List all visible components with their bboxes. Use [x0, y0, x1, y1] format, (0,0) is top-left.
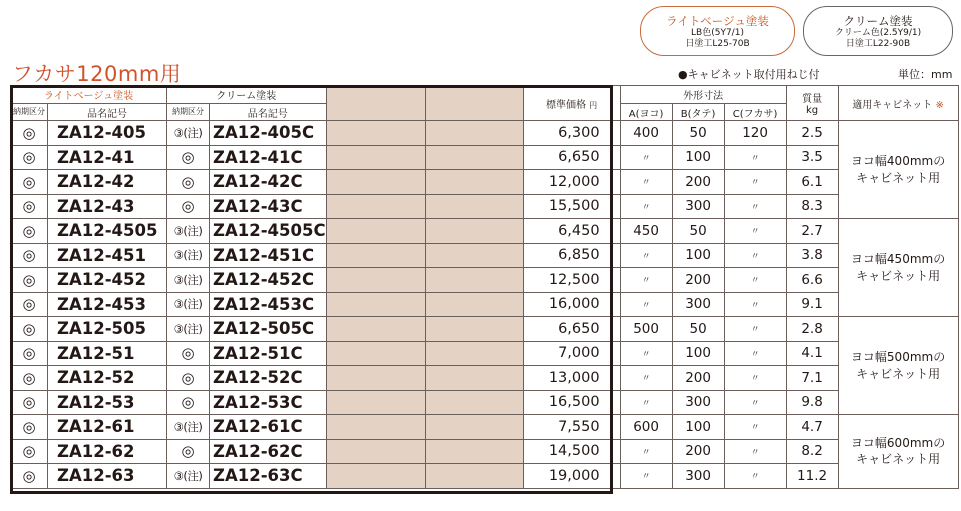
lb-product-code: ZA12-405: [48, 121, 167, 146]
lb-delivery-mark: ◎: [11, 194, 48, 219]
blank-cell: [425, 219, 523, 244]
lb-delivery-mark: ◎: [11, 341, 48, 366]
lb-product-code: ZA12-63: [48, 464, 167, 489]
blank-cell: [326, 121, 425, 146]
dim-c-value: 〃: [724, 390, 786, 415]
screw-note: ●キャビネット取付用ねじ付: [678, 68, 820, 81]
dim-c-value: 〃: [724, 145, 786, 170]
blank-cell: [326, 243, 425, 268]
table-row: [11, 219, 959, 244]
weight-value: 6.1: [786, 170, 838, 195]
header-dimensions: 外形寸法: [620, 86, 786, 104]
header-cr-code: 品名記号: [210, 104, 327, 121]
blank-cell: [326, 145, 425, 170]
cr-product-code: ZA12-41C: [210, 145, 327, 170]
cr-product-code: ZA12-453C: [210, 292, 327, 317]
standard-price: 12,500: [523, 268, 620, 293]
cr-product-code: ZA12-405C: [210, 121, 327, 146]
dim-b-value: 50: [672, 219, 724, 244]
dim-b-value: 50: [672, 121, 724, 146]
table-row: [11, 390, 959, 415]
lb-product-code: ZA12-53: [48, 390, 167, 415]
standard-price: 16,500: [523, 390, 620, 415]
lb-product-code: ZA12-61: [48, 415, 167, 440]
blank-cell: [425, 170, 523, 195]
standard-price: 14,500: [523, 439, 620, 464]
lb-product-code: ZA12-42: [48, 170, 167, 195]
blank-cell: [326, 170, 425, 195]
lb-delivery-mark: ◎: [11, 390, 48, 415]
table-row: [11, 170, 959, 195]
header-weight-unit: kg: [806, 105, 819, 116]
weight-value: 3.5: [786, 145, 838, 170]
lb-product-code: ZA12-52: [48, 366, 167, 391]
cr-product-code: ZA12-42C: [210, 170, 327, 195]
weight-value: 7.1: [786, 366, 838, 391]
cr-delivery-mark: ◎: [167, 366, 210, 391]
blank-cell: [425, 268, 523, 293]
blank-cell: [425, 439, 523, 464]
cr-delivery-mark: ③(注): [167, 415, 210, 440]
cr-delivery-mark: ◎: [167, 341, 210, 366]
dim-a-value: 〃: [620, 341, 672, 366]
lb-delivery-mark: ◎: [11, 439, 48, 464]
dim-c-value: 〃: [724, 194, 786, 219]
lb-product-code: ZA12-505: [48, 317, 167, 342]
header-dim-c: C(フカサ): [724, 104, 786, 121]
header-light-beige: ライトベージュ塗装: [11, 86, 167, 104]
dim-c-value: 〃: [724, 341, 786, 366]
table-row: [11, 439, 959, 464]
standard-price: 6,850: [523, 243, 620, 268]
lb-product-code: ZA12-451: [48, 243, 167, 268]
dim-a-value: 〃: [620, 243, 672, 268]
weight-value: 6.6: [786, 268, 838, 293]
table-row: [11, 341, 959, 366]
blank-cell: [326, 292, 425, 317]
lb-product-code: ZA12-453: [48, 292, 167, 317]
cr-product-code: ZA12-4505C: [210, 219, 327, 244]
blank-cell: [425, 390, 523, 415]
dim-c-value: 〃: [724, 268, 786, 293]
cr-product-code: ZA12-452C: [210, 268, 327, 293]
table-row: [11, 317, 959, 342]
dim-a-value: 〃: [620, 170, 672, 195]
lb-product-code: ZA12-41: [48, 145, 167, 170]
header-dim-a: A(ヨコ): [620, 104, 672, 121]
dim-c-value: 〃: [724, 243, 786, 268]
blank-cell: [425, 317, 523, 342]
cabinet-line-2: キャビネット用: [856, 366, 941, 381]
standard-price: 19,000: [523, 464, 620, 489]
lb-product-code: ZA12-43: [48, 194, 167, 219]
cr-product-code: ZA12-52C: [210, 366, 327, 391]
dim-c-value: 〃: [724, 317, 786, 342]
header-weight-label: 質量: [802, 94, 823, 105]
dim-a-value: 〃: [620, 366, 672, 391]
lb-delivery-mark: ◎: [11, 121, 48, 146]
table-row: [11, 292, 959, 317]
table-row: [11, 243, 959, 268]
lb-delivery-mark: ◎: [11, 415, 48, 440]
standard-price: 13,000: [523, 366, 620, 391]
dim-c-value: 〃: [724, 415, 786, 440]
cr-product-code: ZA12-53C: [210, 390, 327, 415]
header-lb-code: 品名記号: [48, 104, 167, 121]
weight-value: 2.5: [786, 121, 838, 146]
dim-a-value: 〃: [620, 268, 672, 293]
dim-a-value: 500: [620, 317, 672, 342]
cabinet-line-2: キャビネット用: [856, 268, 941, 283]
standard-price: 6,650: [523, 145, 620, 170]
header-price-label: 標準価格: [545, 99, 586, 111]
blank-cell: [326, 341, 425, 366]
cr-product-code: ZA12-61C: [210, 415, 327, 440]
blank-cell: [326, 366, 425, 391]
table-row: [11, 366, 959, 391]
lb-delivery-mark: ◎: [11, 219, 48, 244]
weight-value: 9.8: [786, 390, 838, 415]
dim-c-value: 〃: [724, 170, 786, 195]
cabinet-line-1: ヨコ幅450mmの: [850, 252, 946, 267]
cr-delivery-mark: ◎: [167, 439, 210, 464]
dim-b-value: 100: [672, 341, 724, 366]
dim-a-value: 450: [620, 219, 672, 244]
dim-b-value: 100: [672, 145, 724, 170]
cr-delivery-mark: ③(注): [167, 243, 210, 268]
standard-price: 15,500: [523, 194, 620, 219]
blank-cell: [326, 415, 425, 440]
blank-cell: [425, 341, 523, 366]
header-cabinet-label: 適用キャビネット: [852, 99, 933, 111]
blank-cell: [425, 243, 523, 268]
dim-a-value: 〃: [620, 464, 672, 489]
table-row: [11, 121, 959, 146]
applicable-cabinet: [838, 317, 958, 415]
table-row: [11, 145, 959, 170]
cabinet-line-1: ヨコ幅600mmの: [850, 436, 946, 451]
product-table: [10, 85, 959, 489]
weight-value: 9.1: [786, 292, 838, 317]
weight-value: 3.8: [786, 243, 838, 268]
blank-cell: [326, 219, 425, 244]
standard-price: 6,300: [523, 121, 620, 146]
dim-a-value: 〃: [620, 194, 672, 219]
product-table-body: [11, 86, 959, 489]
standard-price: 12,000: [523, 170, 620, 195]
header-lb-delivery: 納期区分: [11, 104, 48, 121]
blank-cell: [326, 439, 425, 464]
blank-cell: [326, 317, 425, 342]
dim-a-value: 〃: [620, 439, 672, 464]
header-dim-b: B(タテ): [672, 104, 724, 121]
weight-value: 8.2: [786, 439, 838, 464]
cr-product-code: ZA12-451C: [210, 243, 327, 268]
unit-label: 単位：mm: [898, 68, 953, 81]
table-row: [11, 268, 959, 293]
blank-cell: [425, 415, 523, 440]
weight-value: 4.1: [786, 341, 838, 366]
cr-product-code: ZA12-43C: [210, 194, 327, 219]
dim-a-value: 〃: [620, 390, 672, 415]
header-price: [523, 86, 620, 121]
blank-cell: [425, 366, 523, 391]
cr-product-code: ZA12-505C: [210, 317, 327, 342]
blank-cell: [326, 268, 425, 293]
lb-delivery-mark: ◎: [11, 243, 48, 268]
lb-delivery-mark: ◎: [11, 317, 48, 342]
cr-delivery-mark: ③(注): [167, 268, 210, 293]
dim-b-value: 200: [672, 366, 724, 391]
cr-delivery-mark: ◎: [167, 170, 210, 195]
dim-c-value: 〃: [724, 464, 786, 489]
paint-legend-light-beige: [640, 6, 795, 56]
dim-b-value: 300: [672, 194, 724, 219]
paint-cream-color: クリーム色(2.5Y9/1): [834, 28, 922, 39]
header-row-1: [11, 86, 959, 104]
blank-cell: [326, 464, 425, 489]
dim-b-value: 200: [672, 268, 724, 293]
lb-delivery-mark: ◎: [11, 170, 48, 195]
blank-cell: [425, 121, 523, 146]
applicable-cabinet: [838, 415, 958, 489]
blank-cell: [425, 194, 523, 219]
dim-a-value: 400: [620, 121, 672, 146]
lb-delivery-mark: ◎: [11, 292, 48, 317]
paint-light-beige-title: ライトベージュ塗装: [666, 14, 769, 28]
weight-value: 4.7: [786, 415, 838, 440]
dim-c-value: 〃: [724, 439, 786, 464]
dim-c-value: 120: [724, 121, 786, 146]
header-blank-2: [425, 86, 523, 121]
dim-b-value: 100: [672, 243, 724, 268]
header-blank-1: [326, 86, 425, 121]
cr-product-code: ZA12-51C: [210, 341, 327, 366]
cr-delivery-mark: ③(注): [167, 464, 210, 489]
weight-value: 2.8: [786, 317, 838, 342]
lb-product-code: ZA12-4505: [48, 219, 167, 244]
dim-c-value: 〃: [724, 366, 786, 391]
table-row: [11, 194, 959, 219]
dim-a-value: 600: [620, 415, 672, 440]
header-price-unit: 円: [589, 100, 598, 110]
header-cabinet-mark: ※: [935, 99, 944, 111]
cr-product-code: ZA12-62C: [210, 439, 327, 464]
lb-product-code: ZA12-51: [48, 341, 167, 366]
dim-c-value: 〃: [724, 219, 786, 244]
cr-delivery-mark: ◎: [167, 390, 210, 415]
cr-delivery-mark: ③(注): [167, 292, 210, 317]
paint-light-beige-code: 日塗工L25-70B: [685, 38, 750, 49]
weight-value: 11.2: [786, 464, 838, 489]
standard-price: 16,000: [523, 292, 620, 317]
cabinet-line-1: ヨコ幅400mmの: [850, 154, 946, 169]
header-weight: [786, 86, 838, 121]
cr-delivery-mark: ③(注): [167, 219, 210, 244]
dim-c-value: 〃: [724, 292, 786, 317]
lb-product-code: ZA12-452: [48, 268, 167, 293]
paint-cream-code: 日塗工L22-90B: [845, 38, 911, 49]
cr-delivery-mark: ③(注): [167, 317, 210, 342]
lb-delivery-mark: ◎: [11, 145, 48, 170]
cr-product-code: ZA12-63C: [210, 464, 327, 489]
dim-b-value: 50: [672, 317, 724, 342]
standard-price: 7,550: [523, 415, 620, 440]
cabinet-line-2: キャビネット用: [856, 170, 941, 185]
dim-a-value: 〃: [620, 292, 672, 317]
standard-price: 7,000: [523, 341, 620, 366]
cabinet-line-1: ヨコ幅500mmの: [850, 350, 946, 365]
blank-cell: [326, 194, 425, 219]
blank-cell: [425, 145, 523, 170]
dim-b-value: 200: [672, 439, 724, 464]
weight-value: 2.7: [786, 219, 838, 244]
lb-product-code: ZA12-62: [48, 439, 167, 464]
cabinet-line-2: キャビネット用: [856, 452, 941, 467]
dim-b-value: 300: [672, 292, 724, 317]
lb-delivery-mark: ◎: [11, 268, 48, 293]
cr-delivery-mark: ◎: [167, 145, 210, 170]
applicable-cabinet: [838, 219, 958, 317]
standard-price: 6,650: [523, 317, 620, 342]
dim-b-value: 300: [672, 390, 724, 415]
lb-delivery-mark: ◎: [11, 464, 48, 489]
paint-light-beige-color: LB色(5Y7/1): [691, 28, 744, 39]
header-cream: クリーム塗装: [167, 86, 327, 104]
blank-cell: [326, 390, 425, 415]
dim-a-value: 〃: [620, 145, 672, 170]
header-cabinet: [838, 86, 958, 121]
blank-cell: [425, 464, 523, 489]
weight-value: 8.3: [786, 194, 838, 219]
header-cr-delivery: 納期区分: [167, 104, 210, 121]
dim-b-value: 200: [672, 170, 724, 195]
lb-delivery-mark: ◎: [11, 366, 48, 391]
cr-delivery-mark: ③(注): [167, 121, 210, 146]
table-row: [11, 464, 959, 489]
table-row: [11, 415, 959, 440]
standard-price: 6,450: [523, 219, 620, 244]
paint-legend-cream: [803, 6, 953, 56]
page-title: フカサ120mm用: [12, 62, 182, 86]
dim-b-value: 300: [672, 464, 724, 489]
applicable-cabinet: [838, 121, 958, 219]
dim-b-value: 100: [672, 415, 724, 440]
paint-cream-title: クリーム塗装: [843, 14, 913, 28]
cr-delivery-mark: ◎: [167, 194, 210, 219]
blank-cell: [425, 292, 523, 317]
